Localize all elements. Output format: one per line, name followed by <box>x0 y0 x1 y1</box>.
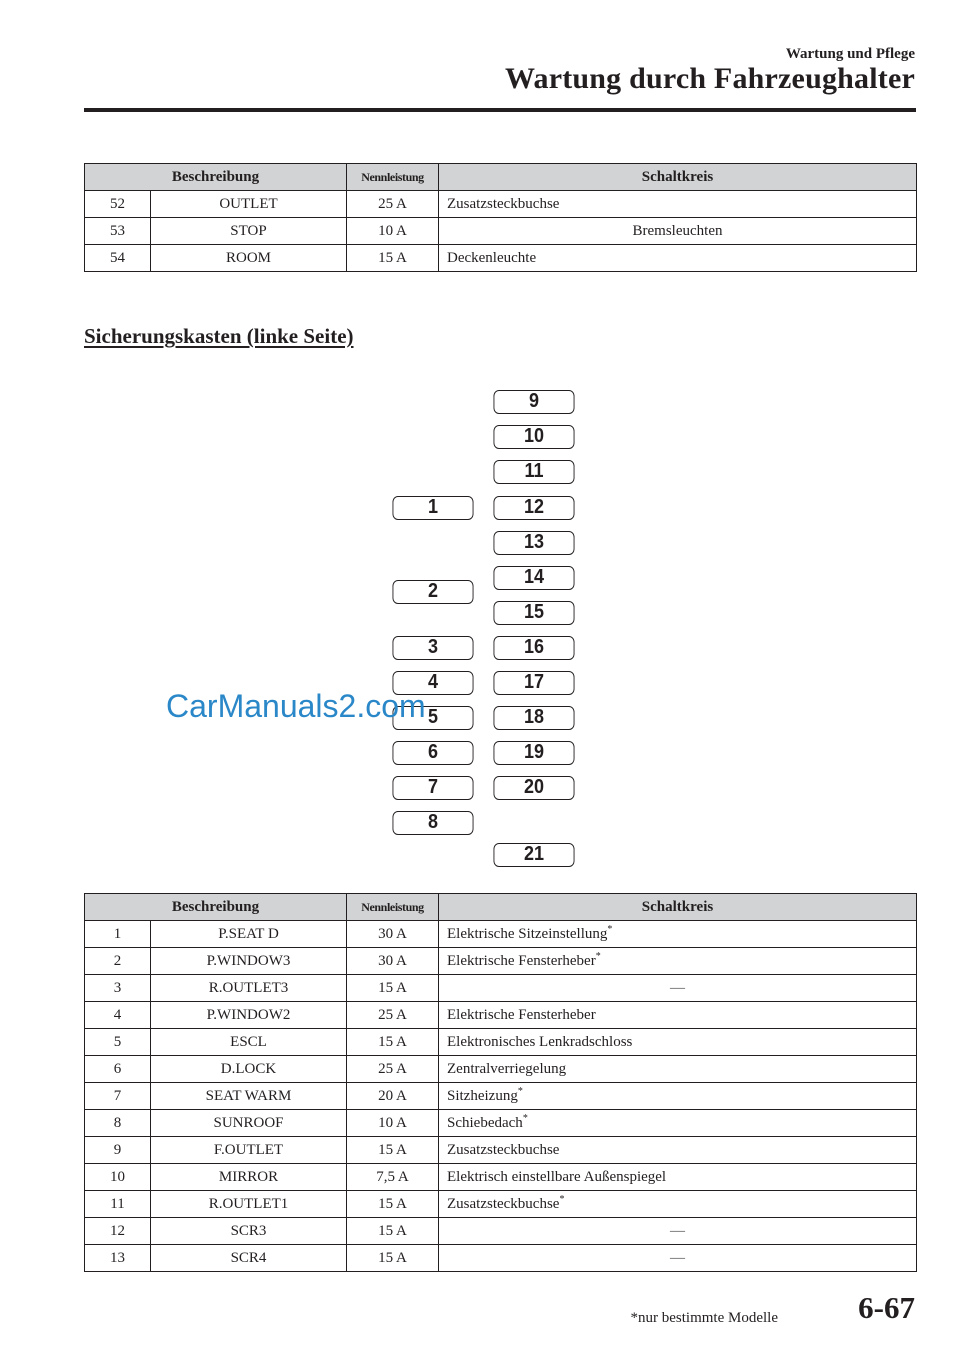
table-row <box>85 1002 917 1029</box>
fuse-circuit: — <box>439 1245 917 1272</box>
asterisk-mark: * <box>517 1085 523 1097</box>
fuse-number: 6 <box>85 1056 151 1083</box>
circuit-text: Zusatzsteckbuchse <box>447 1195 560 1212</box>
fuse-slot-2: 2 <box>393 580 474 604</box>
column-header-rating: Nennleistung <box>347 894 439 921</box>
circuit-text: Sitzheizung <box>447 1087 518 1104</box>
fuse-slot-13: 13 <box>494 531 575 555</box>
circuit-text: Elektrische Fensterheber <box>447 952 596 969</box>
fuse-circuit: Zusatzsteckbuchse <box>439 191 917 218</box>
page-number: 6-67 <box>858 1290 915 1325</box>
fuse-description: STOP <box>151 218 347 245</box>
table-row <box>85 1110 917 1137</box>
fuse-slot-12: 12 <box>494 496 575 520</box>
fuse-circuit <box>439 948 917 975</box>
fuse-slot-9: 9 <box>494 390 575 414</box>
fuse-circuit: Zentralverriegelung <box>439 1056 917 1083</box>
fuse-description: D.LOCK <box>151 1056 347 1083</box>
fuse-slot-19: 19 <box>494 741 575 765</box>
fuse-slot-16: 16 <box>494 636 575 660</box>
fuse-number: 53 <box>85 218 151 245</box>
table-row <box>85 1029 917 1056</box>
fuse-slot-15: 15 <box>494 601 575 625</box>
fuse-rating: 15 A <box>347 245 439 272</box>
fuse-description: P.WINDOW3 <box>151 948 347 975</box>
fuse-description: SEAT WARM <box>151 1083 347 1110</box>
table-row <box>85 1083 917 1110</box>
fuse-slot-3: 3 <box>393 636 474 660</box>
fuse-slot-1: 1 <box>393 496 474 520</box>
table-header-row <box>85 164 917 191</box>
fuse-description: OUTLET <box>151 191 347 218</box>
fuse-description: P.WINDOW2 <box>151 1002 347 1029</box>
fuse-slot-4: 4 <box>393 671 474 695</box>
fuse-rating: 15 A <box>347 975 439 1002</box>
column-header-description: Beschreibung <box>85 164 347 191</box>
fuse-number: 8 <box>85 1110 151 1137</box>
table-row <box>85 218 917 245</box>
footnote-models: *nur bestimmte Modelle <box>630 1310 778 1326</box>
fuse-rating: 30 A <box>347 948 439 975</box>
fuse-rating: 15 A <box>347 1245 439 1272</box>
asterisk-mark: * <box>559 1193 565 1205</box>
fuse-number: 12 <box>85 1218 151 1245</box>
fuse-number: 7 <box>85 1083 151 1110</box>
header-divider <box>84 108 916 112</box>
fuse-rating: 15 A <box>347 1218 439 1245</box>
table-row <box>85 1137 917 1164</box>
fuse-number: 9 <box>85 1137 151 1164</box>
fuse-description: SCR3 <box>151 1218 347 1245</box>
fuse-number: 54 <box>85 245 151 272</box>
fuse-circuit: Zusatzsteckbuchse <box>439 1137 917 1164</box>
watermark: CarManuals2.com <box>166 688 426 724</box>
page-title: Wartung durch Fahrzeughalter <box>504 62 915 95</box>
fuse-rating: 15 A <box>347 1191 439 1218</box>
fuse-description: R.OUTLET1 <box>151 1191 347 1218</box>
table-header-row <box>85 894 917 921</box>
asterisk-mark: * <box>607 923 613 935</box>
fuse-description: ROOM <box>151 245 347 272</box>
fuse-description: R.OUTLET3 <box>151 975 347 1002</box>
fuse-rating: 25 A <box>347 191 439 218</box>
fuse-number: 10 <box>85 1164 151 1191</box>
fuse-circuit: — <box>439 975 917 1002</box>
fuse-number: 4 <box>85 1002 151 1029</box>
fuse-description: F.OUTLET <box>151 1137 347 1164</box>
table-row <box>85 191 917 218</box>
table-row <box>85 245 917 272</box>
section-heading: Sicherungskasten (linke Seite) <box>84 324 354 348</box>
fuse-rating: 7,5 A <box>347 1164 439 1191</box>
fuse-slot-8: 8 <box>393 811 474 835</box>
fuse-slot-5: 5 <box>393 706 474 730</box>
fuse-slot-17: 17 <box>494 671 575 695</box>
fuse-description: SCR4 <box>151 1245 347 1272</box>
fuse-circuit <box>439 1110 917 1137</box>
fuse-circuit: — <box>439 1218 917 1245</box>
fuse-rating: 25 A <box>347 1002 439 1029</box>
circuit-text: Elektrische Sitzeinstellung <box>447 925 608 942</box>
fuse-description: SUNROOF <box>151 1110 347 1137</box>
fuse-number: 3 <box>85 975 151 1002</box>
column-header-rating: Nennleistung <box>347 164 439 191</box>
fuse-slot-21: 21 <box>494 843 575 867</box>
fuse-number: 11 <box>85 1191 151 1218</box>
fuse-circuit <box>439 921 917 948</box>
fuse-number: 2 <box>85 948 151 975</box>
fuse-circuit: Elektrische Fensterheber <box>439 1002 917 1029</box>
fuse-slot-10: 10 <box>494 425 575 449</box>
fuse-circuit <box>439 1191 917 1218</box>
fuse-circuit <box>439 1083 917 1110</box>
fuse-slot-11: 11 <box>494 460 575 484</box>
fuse-number: 5 <box>85 1029 151 1056</box>
column-header-description: Beschreibung <box>85 894 347 921</box>
table-row <box>85 1218 917 1245</box>
fuse-slot-20: 20 <box>494 776 575 800</box>
fuse-number: 1 <box>85 921 151 948</box>
fuse-rating: 10 A <box>347 1110 439 1137</box>
fuse-description: P.SEAT D <box>151 921 347 948</box>
fuse-rating: 15 A <box>347 1137 439 1164</box>
table-row <box>85 975 917 1002</box>
asterisk-mark: * <box>595 950 601 962</box>
fuse-circuit: Deckenleuchte <box>439 245 917 272</box>
asterisk-mark: * <box>522 1112 528 1124</box>
column-header-circuit: Schaltkreis <box>439 164 917 191</box>
fuse-slot-6: 6 <box>393 741 474 765</box>
table-row <box>85 1164 917 1191</box>
fuse-slot-18: 18 <box>494 706 575 730</box>
fuse-rating: 15 A <box>347 1029 439 1056</box>
fuse-circuit: Bremsleuchten <box>439 218 917 245</box>
fuse-table-lower <box>84 893 917 1272</box>
circuit-text: Schiebedach <box>447 1114 523 1131</box>
fuse-slot-7: 7 <box>393 776 474 800</box>
fuse-rating: 20 A <box>347 1083 439 1110</box>
header-section-label: Wartung und Pflege <box>785 46 915 62</box>
table-row <box>85 948 917 975</box>
fuse-rating: 25 A <box>347 1056 439 1083</box>
fuse-description: ESCL <box>151 1029 347 1056</box>
fuse-number: 13 <box>85 1245 151 1272</box>
column-header-circuit: Schaltkreis <box>439 894 917 921</box>
fuse-number: 52 <box>85 191 151 218</box>
table-row <box>85 921 917 948</box>
fuse-slot-14: 14 <box>494 566 575 590</box>
fuse-rating: 30 A <box>347 921 439 948</box>
table-row <box>85 1245 917 1272</box>
fuse-rating: 10 A <box>347 218 439 245</box>
fuse-description: MIRROR <box>151 1164 347 1191</box>
table-row <box>85 1056 917 1083</box>
fuse-circuit: Elektrisch einstellbare Außenspiegel <box>439 1164 917 1191</box>
fuse-table-upper <box>84 163 917 272</box>
fuse-circuit: Elektronisches Lenkradschloss <box>439 1029 917 1056</box>
table-row <box>85 1191 917 1218</box>
